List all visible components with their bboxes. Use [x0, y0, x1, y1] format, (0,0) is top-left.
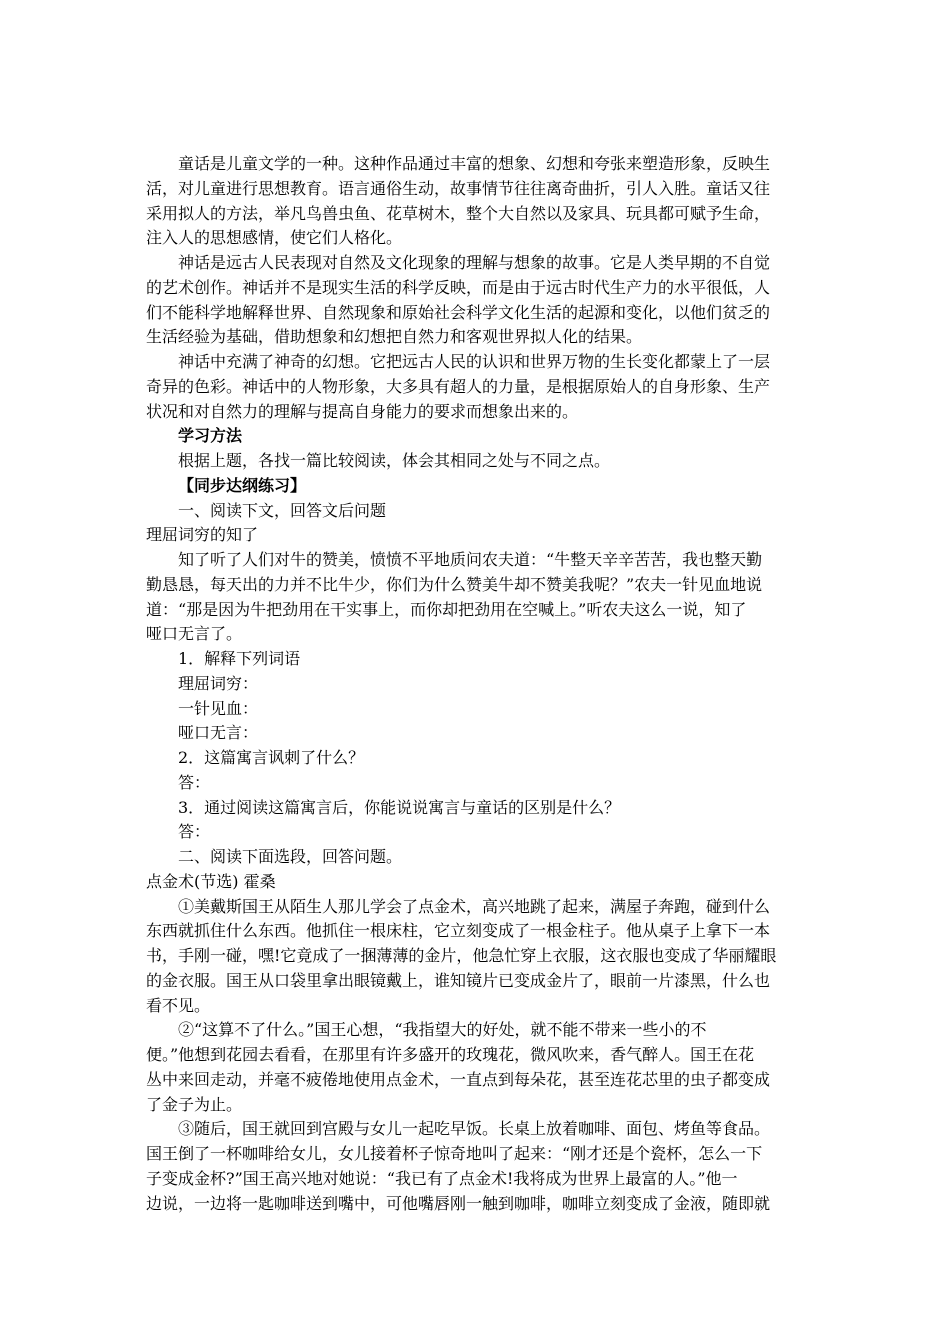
text-line: 2．这篇寓言讽刺了什么？ — [178, 748, 365, 767]
text-line: ①美戴斯国王从陌生人那儿学会了点金术，高兴地跳了起来，满屋子奔跑，碰到什么 — [178, 896, 771, 916]
text-line: ③随后，国王就回到宫殿与女儿一起吃早饭。长桌上放着咖啡、面包、烤鱼等食品。 — [178, 1119, 771, 1139]
text-line: 生活经验为基础，借助想象和幻想把自然力和客观世界拟人化的结果。 — [146, 327, 643, 347]
text-line: 们不能科学地解释世界、自然现象和原始社会科学文化生活的起源和变化，以他们贫乏的 — [146, 302, 771, 322]
text-line: 理屈词穷的知了 — [146, 525, 259, 545]
text-line: 理屈词穷： — [178, 673, 259, 693]
section-heading: 学习方法 — [178, 426, 243, 446]
text-line: 子变成金杯?”国王高兴地对她说：“我已有了点金术!我将成为世界上最富的人。”他一 — [146, 1168, 738, 1188]
text-line: 知了听了人们对牛的赞美，愤愤不平地质问农夫道：“牛整天辛辛苦苦，我也整天勤 — [178, 550, 763, 569]
text-line: 活，对儿童进行思想教育。语言通俗生动，故事情节往往离奇曲折，引人入胜。童话又往 — [146, 178, 771, 198]
text-line: 勤恳恳，每天出的力并不比牛少，你们为什么赞美牛却不赞美我呢？”农夫一针见血地说 — [146, 574, 763, 594]
text-line: 的艺术创作。神话并不是现实生活的科学反映，而是由于远古时代生产力的水平很低，人 — [146, 277, 771, 297]
text-line: 边说，一边将一匙咖啡送到嘴中，可他嘴唇刚一触到咖啡，咖啡立刻变成了金液，随即就 — [146, 1193, 771, 1213]
text-line: 东西就抓住什么东西。他抓住一根床柱，它立刻变成了一根金柱子。他从桌子上拿下一本 — [146, 921, 771, 941]
text-line: 国王倒了一杯咖啡给女儿，女儿接着杯子惊奇地叫了起来：“刚才还是个瓷杯，怎么一下 — [146, 1144, 763, 1163]
text-line: 状况和对自然力的理解与提高自身能力的要求而想象出来的。 — [146, 401, 579, 421]
text-line: 答： — [178, 772, 211, 792]
text-line: 的金衣服。国王从口袋里拿出眼镜戴上，谁知镜片已变成金片了，眼前一片漆黑，什么也 — [146, 970, 771, 990]
text-line: 1．解释下列词语 — [178, 649, 301, 668]
text-line: 便。”他想到花园去看看，在那里有许多盛开的玫瑰花，微风吹来，香气醉人。国王在花 — [146, 1045, 755, 1064]
text-line: 答： — [178, 822, 211, 842]
document-page — [146, 152, 806, 1216]
text-line: 神话是远古人民表现对自然及文化现象的理解与想象的故事。它是人类早期的不自觉 — [178, 253, 771, 272]
text-line: 神话中充满了神奇的幻想。它把远古人民的认识和世界万物的生长变化都蒙上了一层 — [178, 352, 771, 371]
text-line: 注入人的思想感情，使它们人格化。 — [146, 228, 403, 248]
text-line: 一、阅读下文，回答文后问题 — [178, 500, 387, 520]
text-line: 书，手刚一碰，嘿!它竟成了一捆薄薄的金片，他急忙穿上衣服，这衣服也变成了华丽耀眼 — [146, 946, 777, 965]
text-line: 哑口无言： — [178, 723, 259, 743]
text-line: 一针见血： — [178, 698, 259, 718]
text-line: 丛中来回走动，并毫不疲倦地使用点金术，一直点到每朵花，甚至连花芯里的虫子都变成 — [146, 1069, 771, 1089]
text-line: 采用拟人的方法，举凡鸟兽虫鱼、花草树木，整个大自然以及家具、玩具都可赋予生命， — [146, 203, 771, 223]
text-line: 童话是儿童文学的一种。这种作品通过丰富的想象、幻想和夸张来塑造形象，反映生 — [178, 154, 771, 173]
text-line: 3．通过阅读这篇寓言后，你能说说寓言与童话的区别是什么？ — [178, 797, 621, 817]
text-line: 道：“那是因为牛把劲用在干实事上，而你却把劲用在空喊上。”听农夫这么一说，知了 — [146, 599, 747, 619]
text-line: 了金子为止。 — [146, 1094, 243, 1114]
text-line: 哑口无言了。 — [146, 624, 243, 644]
text-line: 二、阅读下面选段，回答问题。 — [178, 847, 403, 866]
text-line: ②“这算不了什么。”国王心想，“我指望大的好处，就不能不带来一些小的不 — [178, 1020, 707, 1040]
text-line: 奇异的色彩。神话中的人物形象，大多具有超人的力量，是根据原始人的自身形象、生产 — [146, 376, 771, 396]
text-line: 点金术(节选) 霍桑 — [146, 871, 276, 891]
text-line: 根据上题，各找一篇比较阅读，体会其相同之处与不同之点。 — [178, 451, 611, 470]
text-line: 看不见。 — [146, 995, 211, 1015]
section-heading: 【同步达纲练习】 — [178, 475, 307, 495]
